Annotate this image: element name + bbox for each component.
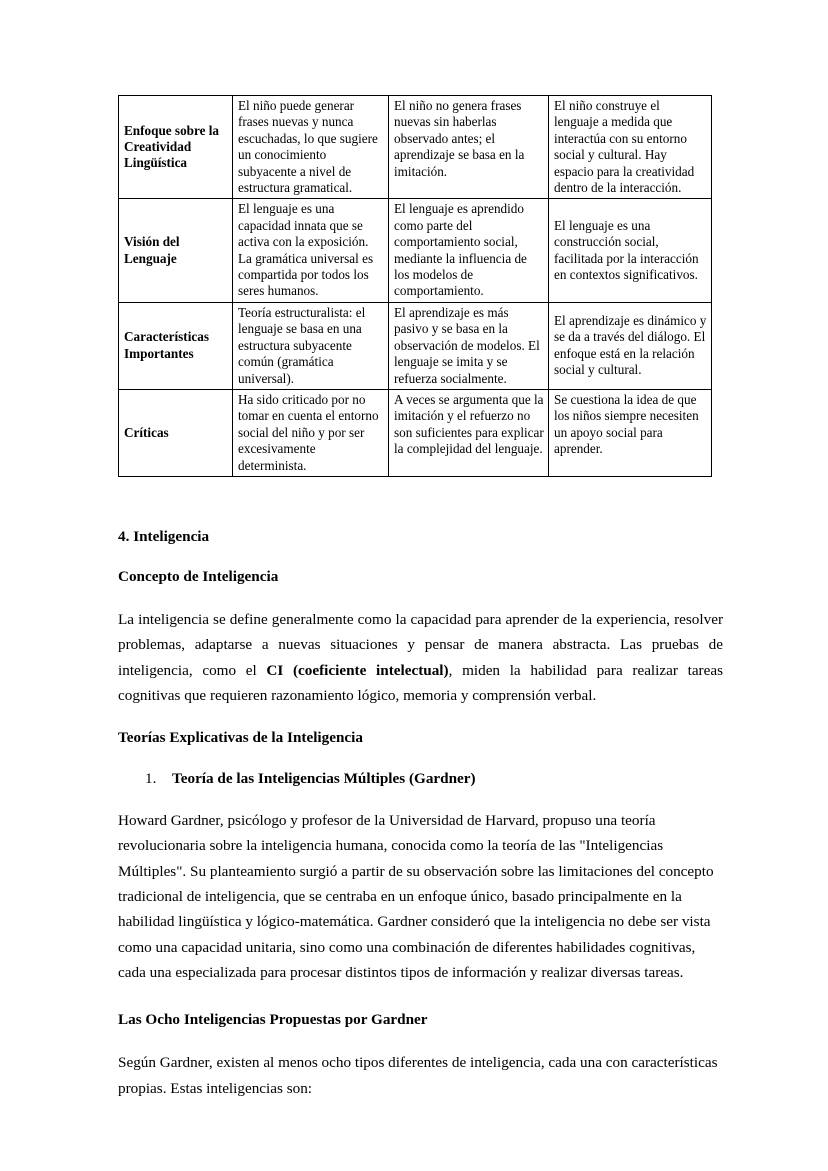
comparison-table [118, 95, 712, 477]
paragraph-concepto-part1: La inteligencia se define generalmente como la capacidad para aprender de la experiencia, resolver problemas, adaptarse a nuevas situaciones y pensar de manera abstracta. Las pruebas de inteligencia, como el [118, 611, 723, 679]
table-cell-vygotsky: El aprendizaje es dinámico y se da a través del diálogo. El enfoque está en la relación social y cultural. [549, 302, 712, 389]
table-cell-vygotsky: El lenguaje es una construcción social, facilitada por la interacción en contextos significativos. [549, 199, 712, 302]
document-body [118, 527, 723, 1115]
subheading-teorias-explicativas: Teorías Explicativas de la Inteligencia [118, 729, 363, 747]
paragraph-concepto-inteligencia [118, 607, 723, 708]
term-ci-bold: CI (coeficiente intelectual) [266, 661, 449, 679]
table-row-header: Enfoque sobre la Creatividad Lingüística [119, 96, 233, 199]
table-cell-chomsky: Teoría estructuralista: el lenguaje se basa en una estructura subyacente común (gramática universal). [233, 302, 389, 389]
table-cell-skinner: El aprendizaje es más pasivo y se basa en la observación de modelos. El lenguaje se imita y se refuerza socialmente. [389, 302, 549, 389]
paragraph-gardner: Howard Gardner, psicólogo y profesor de la Universidad de Harvard, propuso una teoría revolucionaria sobre la inteligencia humana, conocida como la teoría de las "Inteligencias Múltiples". Su planteamiento surgió a partir de su observación sobre las limitaciones del concepto tradicional de inteligencia, que se centraba en un enfoque único, basado principalmente en la habilidad lingüística y lógico-matemática. Gardner consideró que la inteligencia no debe ser vista como una capacidad unitaria, sino como una combinación de diferentes habilidades cognitivas, cada una especializada para procesar distintos tipos de información y realizar diversas tareas. [118, 812, 714, 981]
table-cell-skinner: El niño no genera frases nuevas sin haberlas observado antes; el aprendizaje se basa en la imitación. [389, 96, 549, 199]
paragraph-concepto-part2: , miden la habilidad para realizar tareas cognitivas que requieren razonamiento lógico, memoria y comprensión verbal. [118, 661, 724, 704]
paragraph-ocho-inteligencias: Según Gardner, existen al menos ocho tipos diferentes de inteligencia, cada una con características propias. Estas inteligencias son: [118, 1054, 718, 1097]
comparison-table-container [118, 95, 711, 477]
table-row [119, 302, 712, 389]
subheading-concepto-inteligencia: Concepto de Inteligencia [118, 568, 279, 585]
table-row-header: Visión del Lenguaje [119, 199, 233, 302]
subheading-ocho-inteligencias: Las Ocho Inteligencias Propuestas por Gardner [118, 1011, 428, 1029]
table-cell-chomsky: El lenguaje es una capacidad innata que se activa con la exposición. La gramática universal es compartida por todos los seres humanos. [233, 199, 389, 302]
table-row-header: Críticas [119, 389, 233, 476]
table-cell-skinner: El lenguaje es aprendido como parte del comportamiento social, mediante la influencia de los modelos de comportamiento. [389, 199, 549, 302]
list-item [118, 768, 723, 790]
table-row [119, 199, 712, 302]
table-cell-chomsky: Ha sido criticado por no tomar en cuenta el entorno social del niño y por ser excesivamente determinista. [233, 389, 389, 476]
table-row [119, 389, 712, 476]
table-cell-vygotsky: Se cuestiona la idea de que los niños siempre necesiten un apoyo social para aprender. [549, 389, 712, 476]
list-item-number: 1. [145, 770, 157, 788]
spacer [118, 999, 723, 1010]
table-row [119, 96, 712, 199]
table-cell-vygotsky: El niño construye el lenguaje a medida que interactúa con su entorno social y cultural. Hay espacio para la creatividad dentro de la interacción. [549, 96, 712, 199]
section-heading-inteligencia: 4. Inteligencia [118, 528, 210, 545]
table-cell-chomsky: El niño puede generar frases nuevas y nunca escuchadas, lo que sugiere un conocimiento subyacente a nivel de estructura gramatical. [233, 96, 389, 199]
list-item-label: Teoría de las Inteligencias Múltiples (Gardner) [172, 770, 476, 788]
table-row-header: Características Importantes [119, 302, 233, 389]
table-cell-skinner: A veces se argumenta que la imitación y el refuerzo no son suficientes para explicar la complejidad del lenguaje. [389, 389, 549, 476]
